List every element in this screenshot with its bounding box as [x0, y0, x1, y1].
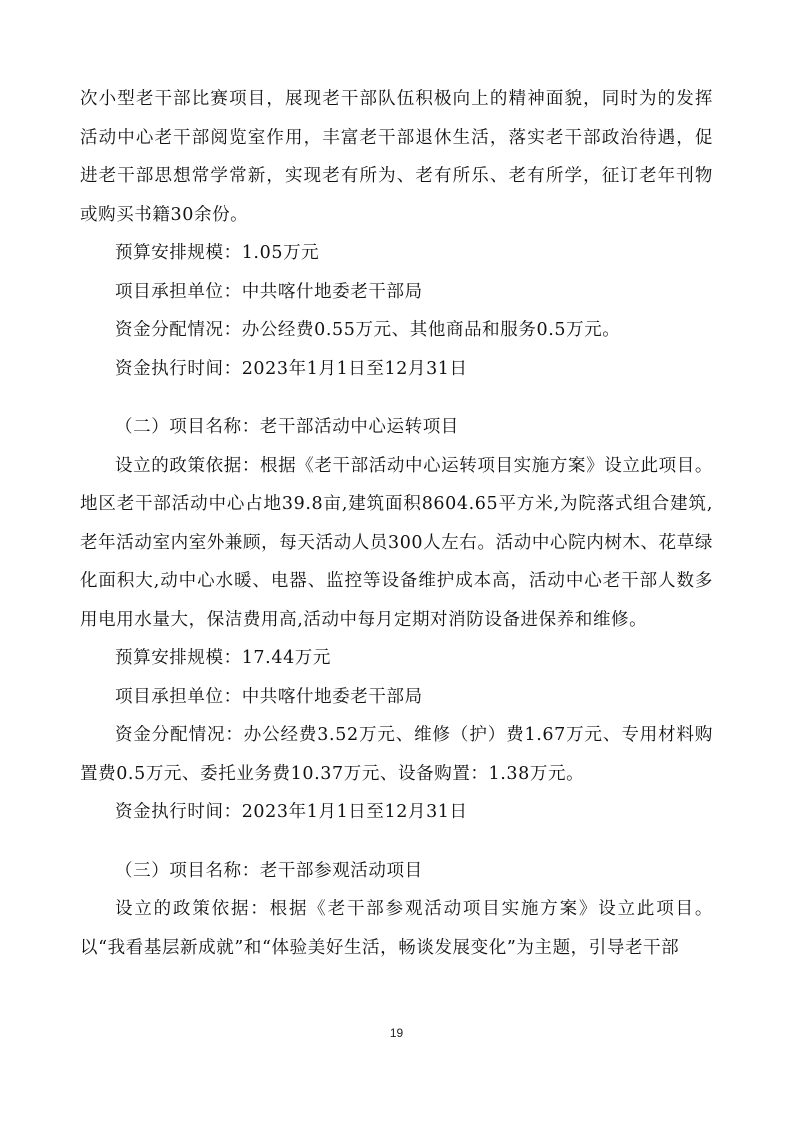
document-body: [80, 80, 713, 967]
budget-scale-1: 预算安排规模：1.05万元: [115, 243, 320, 263]
fund-allocation-2: 资金分配情况：办公经费3.52万元、维修（护）费1.67万元、专用材料购置费0.5万元、委托业务费10.37万元、设备购置：1.38万元。: [80, 725, 713, 784]
paragraph-continuation: 次小型老干部比赛项目，展现老干部队伍积极向上的精神面貌，同时为的发挥活动中心老干部阅览室作用，丰富老干部退休生活，落实老干部政治待遇，促进老干部思想常学常新，实现老有所为、老有所乐、老有所学，征订老年刊物或购买书籍30余份。: [80, 89, 713, 225]
responsible-unit-1: 项目承担单位：中共喀什地委老干部局: [115, 281, 423, 302]
section-heading-3: （三）项目名称：老干部参观活动项目: [115, 860, 423, 881]
policy-basis-3: 设立的政策依据：根据《老干部参观活动项目实施方案》设立此项目。以“我看基层新成就”和“体验美好生活，畅谈发展变化”为主题，引导老干部: [80, 899, 713, 958]
execution-time-2: 资金执行时间：2023年1月1日至12月31日: [115, 802, 468, 822]
budget-scale-2: 预算安排规模：17.44万元: [115, 648, 331, 668]
section-heading-2: （二）项目名称：老干部活动中心运转项目: [115, 417, 459, 437]
responsible-unit-2: 项目承担单位：中共喀什地委老干部局: [115, 686, 423, 707]
fund-allocation-1: 资金分配情况：办公经费0.55万元、其他商品和服务0.5万元。: [115, 320, 621, 340]
policy-basis-2: 设立的政策依据：根据《老干部活动中心运转项目实施方案》设立此项目。地区老干部活动中心占地39.8亩,建筑面积8604.65平方米,为院落式组合建筑,老年活动室内室外兼顾，每天活动人员300人左右。活动中心院内树木、花草绿化面积大,动中心水暖、电器、监控等设备维护成本高，活动中心老干部人数多用电用水量大，保洁费用高,活动中每月定期对消防设备进保养和维修。: [80, 455, 713, 630]
page-number: 19: [389, 1026, 404, 1040]
execution-time-1: 资金执行时间：2023年1月1日至12月31日: [115, 358, 468, 379]
